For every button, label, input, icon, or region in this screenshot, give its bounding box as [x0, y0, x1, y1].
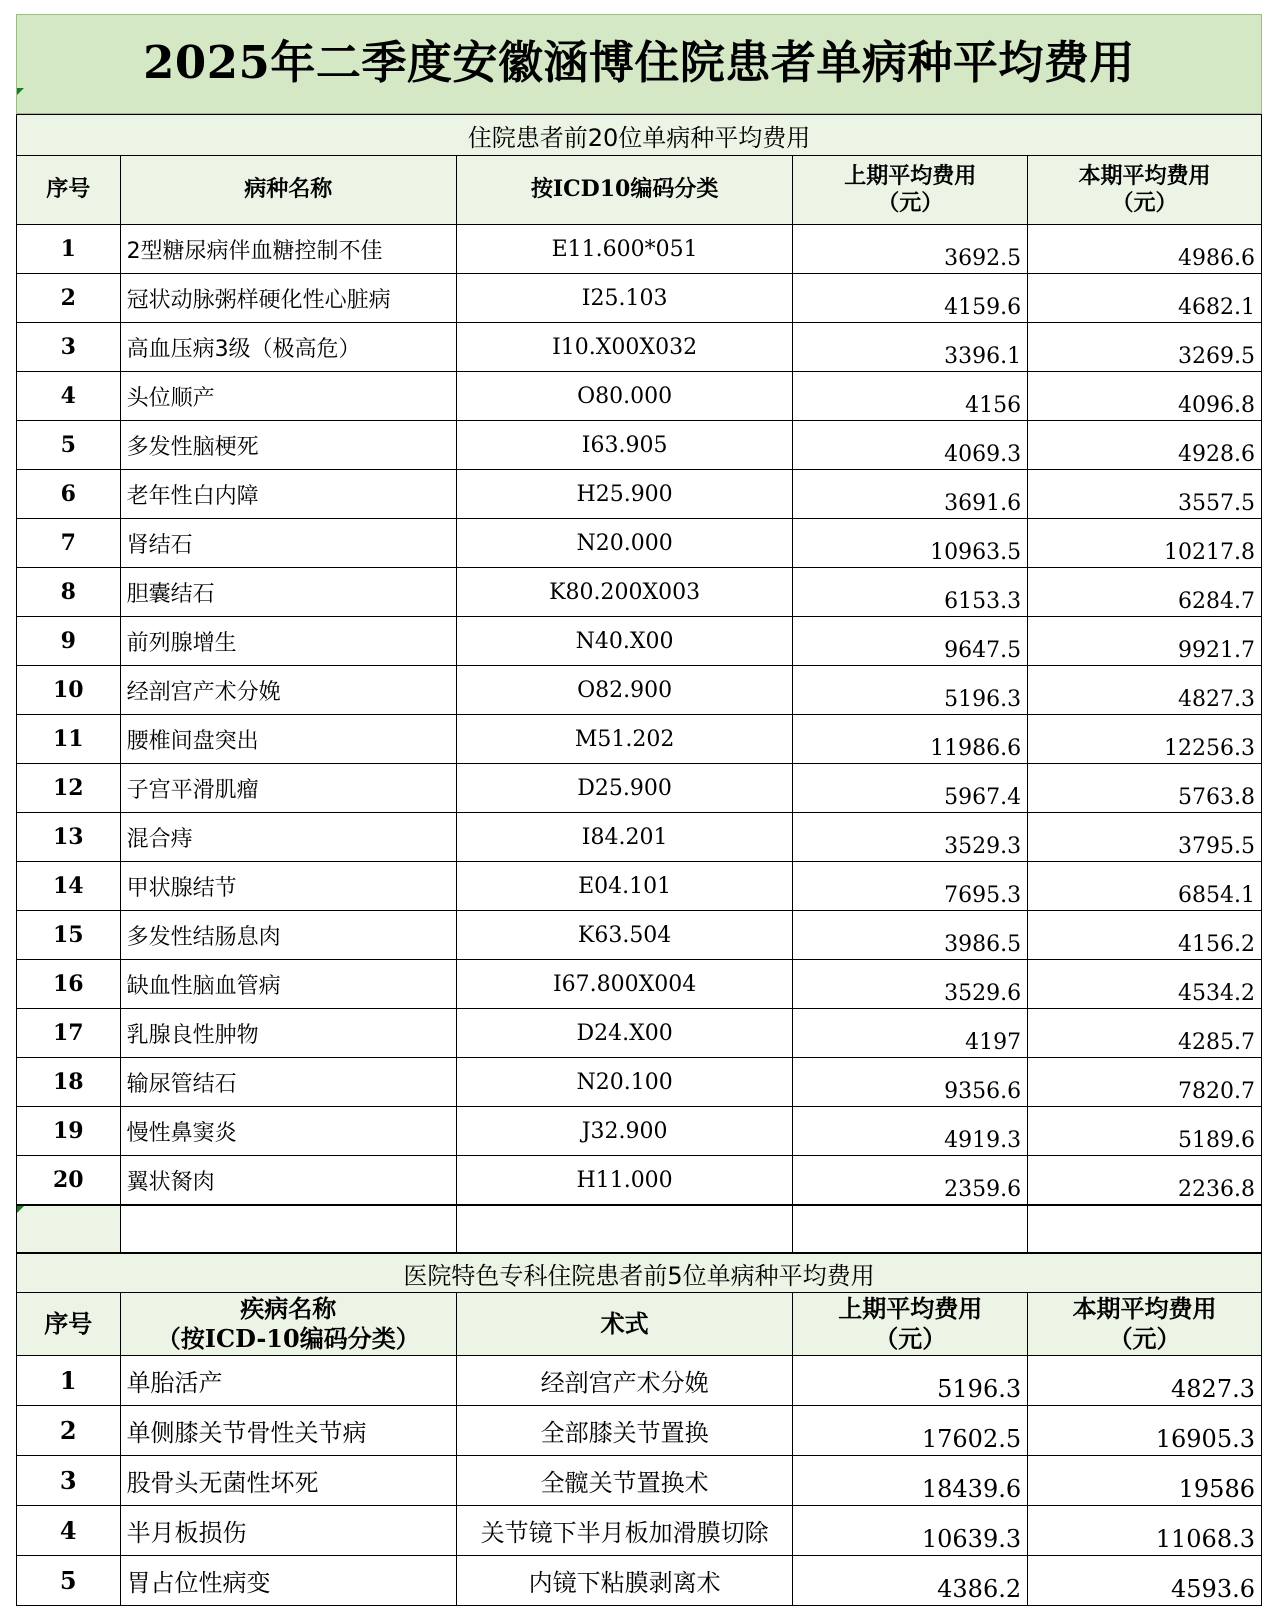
row-curr-cost: 5189.6	[1028, 1107, 1262, 1156]
header-curr-cost-unit: （元）	[1111, 190, 1178, 216]
blank-row	[17, 1206, 1262, 1253]
row-seq: 6	[17, 470, 121, 519]
row-icd-code: K63.504	[456, 911, 792, 960]
row-seq: 5	[17, 1556, 121, 1606]
row-disease-name: 多发性结肠息肉	[120, 911, 456, 960]
row-disease-name: 头位顺产	[120, 372, 456, 421]
table-row	[17, 519, 1262, 568]
row-disease-name: 甲状腺结节	[120, 862, 456, 911]
row-surgery: 经剖宫产术分娩	[456, 1356, 792, 1406]
page-title: 2025年二季度安徽涵博住院患者单病种平均费用	[143, 35, 1135, 89]
header-disease-name-label: 疾病名称	[240, 1294, 337, 1323]
row-icd-code: E11.600*051	[456, 225, 792, 274]
row-disease-name: 胃占位性病变	[120, 1556, 456, 1606]
row-prev-cost: 5196.3	[793, 666, 1028, 715]
row-icd-code: O82.900	[456, 666, 792, 715]
row-seq: 4	[17, 1506, 121, 1556]
row-seq: 1	[17, 225, 121, 274]
header-curr-cost	[1028, 156, 1262, 225]
header-curr-cost-label: 本期平均费用	[1078, 162, 1211, 189]
row-surgery: 全髋关节置换术	[456, 1456, 792, 1506]
row-seq: 18	[17, 1058, 121, 1107]
row-icd-code: J32.900	[456, 1107, 792, 1156]
row-icd-code: M51.202	[456, 715, 792, 764]
header-prev-cost-unit: （元）	[874, 1324, 947, 1353]
section2-title-row	[17, 1254, 1262, 1293]
row-disease-name: 肾结石	[120, 519, 456, 568]
row-curr-cost: 3557.5	[1028, 470, 1262, 519]
row-curr-cost: 4156.2	[1028, 911, 1262, 960]
table-row	[17, 715, 1262, 764]
table-row	[17, 1506, 1262, 1556]
row-curr-cost: 4593.6	[1028, 1556, 1262, 1606]
header-curr-cost	[1028, 1293, 1262, 1356]
row-curr-cost: 2236.8	[1028, 1156, 1262, 1205]
blank-cell	[1028, 1206, 1262, 1253]
row-seq: 5	[17, 421, 121, 470]
row-prev-cost: 10963.5	[793, 519, 1028, 568]
row-prev-cost: 4156	[793, 372, 1028, 421]
row-icd-code: I67.800X004	[456, 960, 792, 1009]
row-prev-cost: 4919.3	[793, 1107, 1028, 1156]
table-row	[17, 568, 1262, 617]
row-seq: 16	[17, 960, 121, 1009]
cell-comment-marker-icon	[17, 1206, 24, 1213]
row-disease-name: 缺血性脑血管病	[120, 960, 456, 1009]
blank-cell	[17, 1206, 121, 1253]
row-disease-name: 高血压病3级（极高危）	[120, 323, 456, 372]
row-icd-code: H25.900	[456, 470, 792, 519]
row-prev-cost: 3691.6	[793, 470, 1028, 519]
row-icd-code: N20.100	[456, 1058, 792, 1107]
header-prev-cost-label: 上期平均费用	[844, 162, 977, 189]
row-prev-cost: 3692.5	[793, 225, 1028, 274]
row-disease-name: 2型糖尿病伴血糖控制不佳	[120, 225, 456, 274]
row-disease-name: 输尿管结石	[120, 1058, 456, 1107]
row-prev-cost: 9356.6	[793, 1058, 1028, 1107]
row-seq: 12	[17, 764, 121, 813]
section1-title: 住院患者前20位单病种平均费用	[17, 115, 1262, 156]
table-row	[17, 1107, 1262, 1156]
row-curr-cost: 4827.3	[1028, 1356, 1262, 1406]
table-row	[17, 617, 1262, 666]
section2-header-row	[17, 1293, 1262, 1356]
row-prev-cost: 3396.1	[793, 323, 1028, 372]
table-row	[17, 911, 1262, 960]
row-seq: 19	[17, 1107, 121, 1156]
table-row	[17, 421, 1262, 470]
table-row	[17, 274, 1262, 323]
row-icd-code: K80.200X003	[456, 568, 792, 617]
table-row	[17, 960, 1262, 1009]
table-row	[17, 470, 1262, 519]
top20-table	[16, 114, 1262, 1205]
blank-cell	[793, 1206, 1028, 1253]
row-seq: 2	[17, 1406, 121, 1456]
row-prev-cost: 5967.4	[793, 764, 1028, 813]
section1-header-row	[17, 156, 1262, 225]
row-curr-cost: 4285.7	[1028, 1009, 1262, 1058]
row-disease-name: 经剖宫产术分娩	[120, 666, 456, 715]
title-band	[16, 14, 1262, 114]
row-surgery: 内镜下粘膜剥离术	[456, 1556, 792, 1606]
row-curr-cost: 6284.7	[1028, 568, 1262, 617]
row-prev-cost: 7695.3	[793, 862, 1028, 911]
table-row	[17, 666, 1262, 715]
row-icd-code: I84.201	[456, 813, 792, 862]
row-seq: 15	[17, 911, 121, 960]
row-prev-cost: 6153.3	[793, 568, 1028, 617]
header-disease-name	[120, 1293, 456, 1356]
row-prev-cost: 3986.5	[793, 911, 1028, 960]
header-surgery: 术式	[456, 1293, 792, 1356]
row-disease-name: 混合痔	[120, 813, 456, 862]
row-curr-cost: 11068.3	[1028, 1506, 1262, 1556]
table-row	[17, 862, 1262, 911]
row-seq: 17	[17, 1009, 121, 1058]
row-curr-cost: 7820.7	[1028, 1058, 1262, 1107]
header-icd-code: 按ICD10编码分类	[456, 156, 792, 225]
table-row	[17, 813, 1262, 862]
row-icd-code: I10.X00X032	[456, 323, 792, 372]
row-disease-name: 股骨头无菌性坏死	[120, 1456, 456, 1506]
row-curr-cost: 12256.3	[1028, 715, 1262, 764]
row-curr-cost: 10217.8	[1028, 519, 1262, 568]
row-disease-name: 子宫平滑肌瘤	[120, 764, 456, 813]
row-curr-cost: 3795.5	[1028, 813, 1262, 862]
row-seq: 7	[17, 519, 121, 568]
row-disease-name: 前列腺增生	[120, 617, 456, 666]
row-icd-code: D25.900	[456, 764, 792, 813]
header-curr-cost-label: 本期平均费用	[1072, 1294, 1217, 1323]
row-prev-cost: 3529.3	[793, 813, 1028, 862]
header-prev-cost	[793, 156, 1028, 225]
row-seq: 20	[17, 1156, 121, 1205]
table-row	[17, 1356, 1262, 1406]
row-seq: 3	[17, 1456, 121, 1506]
row-prev-cost: 4159.6	[793, 274, 1028, 323]
row-icd-code: E04.101	[456, 862, 792, 911]
specialty-table	[16, 1253, 1262, 1606]
row-curr-cost: 4986.6	[1028, 225, 1262, 274]
row-seq: 10	[17, 666, 121, 715]
header-seq: 序号	[17, 156, 121, 225]
row-curr-cost: 4827.3	[1028, 666, 1262, 715]
row-icd-code: N20.000	[456, 519, 792, 568]
row-prev-cost: 4069.3	[793, 421, 1028, 470]
table-row	[17, 1009, 1262, 1058]
row-icd-code: I25.103	[456, 274, 792, 323]
table-row	[17, 1556, 1262, 1606]
row-surgery: 全部膝关节置换	[456, 1406, 792, 1456]
row-surgery: 关节镜下半月板加滑膜切除	[456, 1506, 792, 1556]
row-curr-cost: 4928.6	[1028, 421, 1262, 470]
header-prev-cost-label: 上期平均费用	[838, 1294, 983, 1323]
row-prev-cost: 9647.5	[793, 617, 1028, 666]
row-prev-cost: 5196.3	[793, 1356, 1028, 1406]
spacer-row-table	[16, 1205, 1262, 1253]
row-disease-name: 慢性鼻窦炎	[120, 1107, 456, 1156]
header-disease-name: 病种名称	[120, 156, 456, 225]
row-seq: 2	[17, 274, 121, 323]
row-disease-name: 单侧膝关节骨性关节病	[120, 1406, 456, 1456]
row-icd-code: O80.000	[456, 372, 792, 421]
blank-cell	[120, 1206, 456, 1253]
row-curr-cost: 4682.1	[1028, 274, 1262, 323]
row-disease-name: 老年性白内障	[120, 470, 456, 519]
row-prev-cost: 4197	[793, 1009, 1028, 1058]
header-curr-cost-unit: （元）	[1108, 1324, 1181, 1353]
row-icd-code: N40.X00	[456, 617, 792, 666]
row-prev-cost: 10639.3	[793, 1506, 1028, 1556]
row-disease-name: 翼状胬肉	[120, 1156, 456, 1205]
row-disease-name: 单胎活产	[120, 1356, 456, 1406]
table-row	[17, 372, 1262, 421]
table-row	[17, 1156, 1262, 1205]
row-curr-cost: 5763.8	[1028, 764, 1262, 813]
blank-cell	[456, 1206, 792, 1253]
row-curr-cost: 4534.2	[1028, 960, 1262, 1009]
row-disease-name: 多发性脑梗死	[120, 421, 456, 470]
row-curr-cost: 9921.7	[1028, 617, 1262, 666]
row-seq: 8	[17, 568, 121, 617]
row-disease-name: 半月板损伤	[120, 1506, 456, 1556]
row-prev-cost: 18439.6	[793, 1456, 1028, 1506]
row-disease-name: 腰椎间盘突出	[120, 715, 456, 764]
header-prev-cost	[793, 1293, 1028, 1356]
table-row	[17, 323, 1262, 372]
table-row	[17, 225, 1262, 274]
row-curr-cost: 6854.1	[1028, 862, 1262, 911]
header-disease-name-sub: （按ICD-10编码分类）	[156, 1324, 420, 1353]
spreadsheet	[16, 14, 1262, 1606]
row-disease-name: 冠状动脉粥样硬化性心脏病	[120, 274, 456, 323]
row-curr-cost: 16905.3	[1028, 1406, 1262, 1456]
row-prev-cost: 2359.6	[793, 1156, 1028, 1205]
row-seq: 11	[17, 715, 121, 764]
header-seq: 序号	[17, 1293, 121, 1356]
row-icd-code: H11.000	[456, 1156, 792, 1205]
row-seq: 4	[17, 372, 121, 421]
table-row	[17, 1406, 1262, 1456]
row-disease-name: 乳腺良性肿物	[120, 1009, 456, 1058]
section1-title-row	[17, 115, 1262, 156]
table-row	[17, 1456, 1262, 1506]
row-seq: 9	[17, 617, 121, 666]
row-seq: 13	[17, 813, 121, 862]
row-prev-cost: 4386.2	[793, 1556, 1028, 1606]
header-prev-cost-unit: （元）	[877, 190, 944, 216]
row-prev-cost: 17602.5	[793, 1406, 1028, 1456]
cell-comment-marker-icon	[17, 88, 24, 95]
row-seq: 1	[17, 1356, 121, 1406]
row-seq: 14	[17, 862, 121, 911]
section2-title: 医院特色专科住院患者前5位单病种平均费用	[17, 1254, 1262, 1293]
row-disease-name: 胆囊结石	[120, 568, 456, 617]
row-seq: 3	[17, 323, 121, 372]
table-row	[17, 1058, 1262, 1107]
row-curr-cost: 3269.5	[1028, 323, 1262, 372]
row-icd-code: I63.905	[456, 421, 792, 470]
row-curr-cost: 4096.8	[1028, 372, 1262, 421]
table-row	[17, 764, 1262, 813]
row-icd-code: D24.X00	[456, 1009, 792, 1058]
row-prev-cost: 11986.6	[793, 715, 1028, 764]
row-curr-cost: 19586	[1028, 1456, 1262, 1506]
row-prev-cost: 3529.6	[793, 960, 1028, 1009]
